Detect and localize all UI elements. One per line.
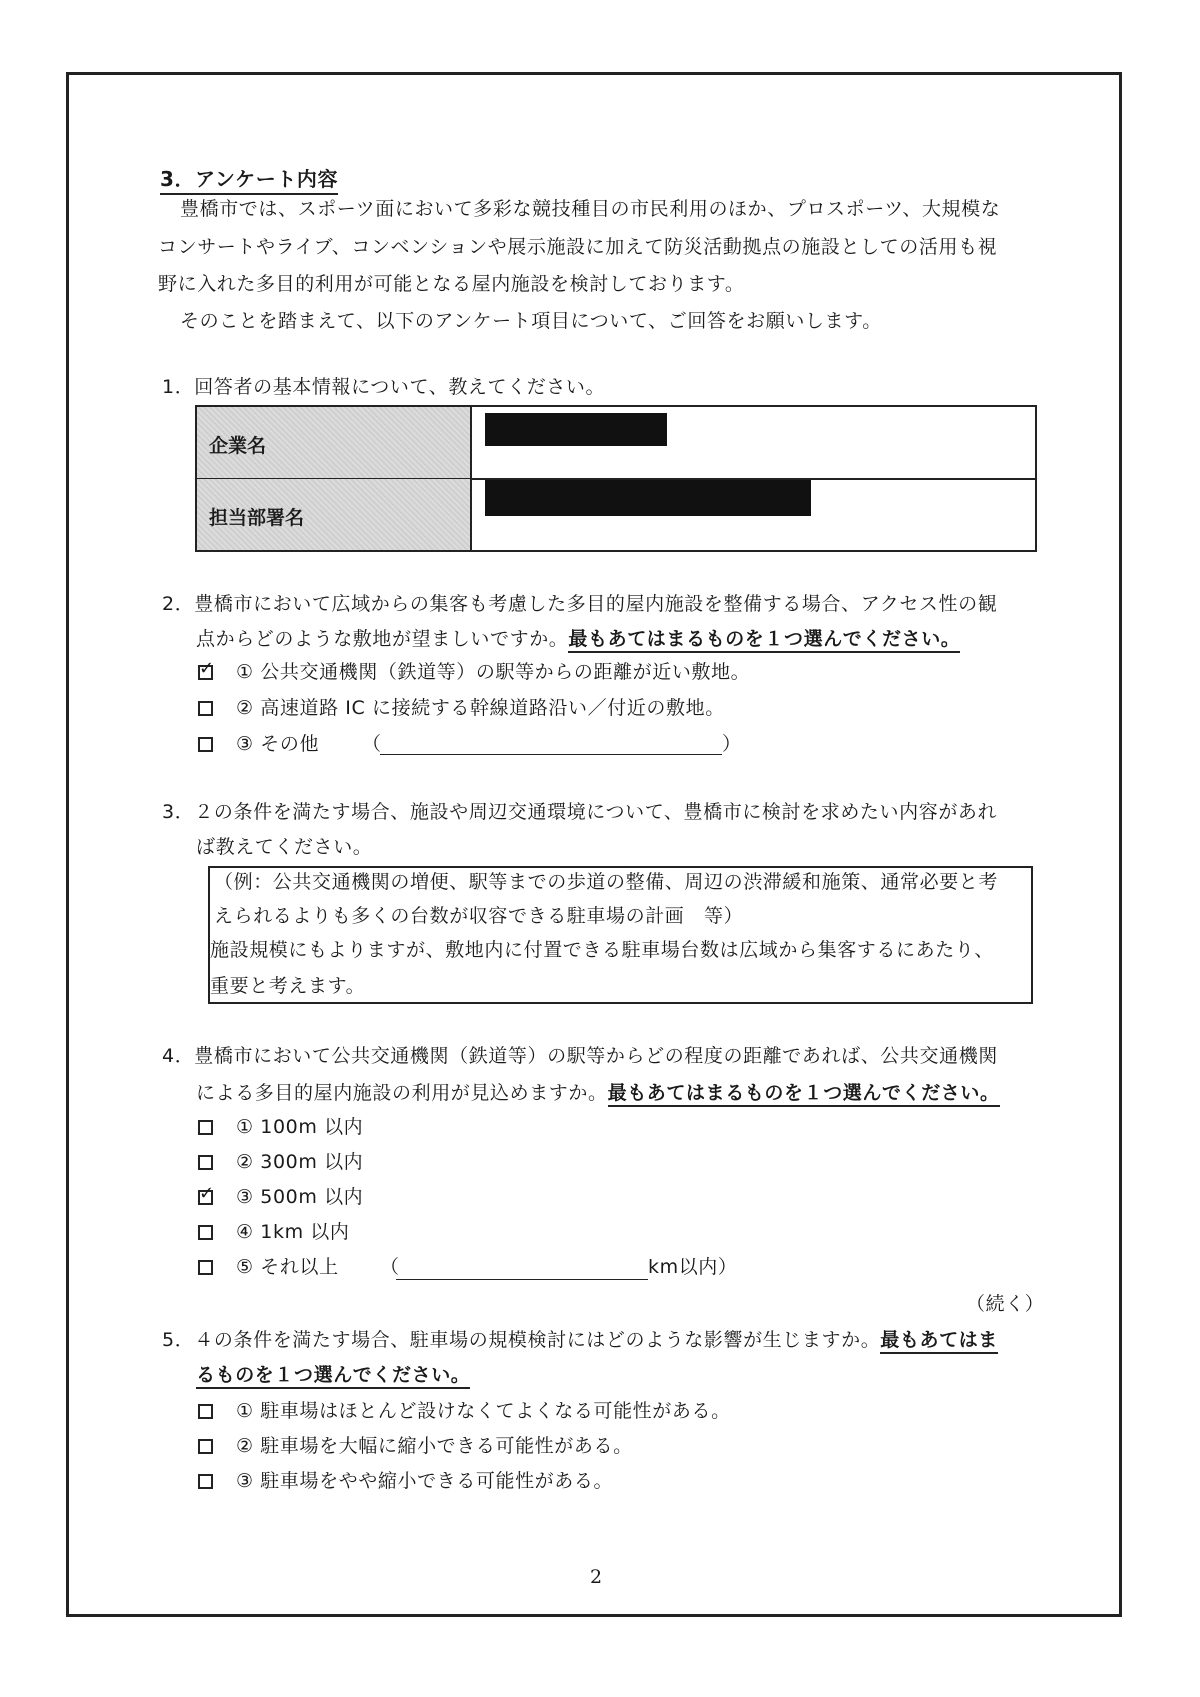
q3-answer-line-1: 施設規模にもよりますが、敷地内に付置できる駐車場台数は広域から集客するにあたり、 [210,939,995,961]
q4-option-5-checkbox[interactable] [198,1260,213,1275]
q5-line-2 [196,1362,470,1388]
intro-line-4: そのことを踏まえて、以下のアンケート項目について、ご回答をお願いします。 [180,310,882,332]
q4-option-4-label: ④ 1km 以内 [236,1221,350,1243]
q4-option-3-checkbox[interactable] [198,1183,215,1205]
intro-line-3: 野に入れた多目的利用が可能となる屋内施設を検討しております。 [158,273,745,295]
q3-answer-line-2: 重要と考えます。 [210,975,366,997]
company-row [197,407,1035,480]
q2-option-3-checkbox[interactable] [198,737,213,752]
q2-option-3-label: ③ その他 [236,733,320,755]
q5-line-1-text: 5．４の条件を満たす場合、駐車場の規模検討にはどのような影響が生じますか。 [162,1329,881,1351]
company-label-cell [197,407,472,478]
q3-example-line-2: えられるよりも多くの台数が収容できる駐車場の計画 等） [214,905,744,927]
respondent-info-table [195,405,1037,552]
q5-option-1-label: ① 駐車場はほとんど設けなくてよくなる可能性がある。 [236,1400,731,1422]
q2-option-2-label: ② 高速道路 IC に接続する幹線道路沿い／付近の敷地。 [236,697,725,719]
q4-distance-input[interactable] [396,1279,648,1280]
q2-other-close-paren: ） [722,733,742,755]
q4-option-2-checkbox[interactable] [198,1155,213,1170]
q4-unit-label: km以内） [648,1256,738,1278]
q2-option-2-checkbox[interactable] [198,701,213,716]
q2-line-1: 2．豊橋市において広域からの集客も考慮した多目的屋内施設を整備する場合、アクセス性の観 [162,593,998,615]
q4-line-2 [196,1080,1000,1106]
q5-option-1-checkbox[interactable] [198,1404,213,1419]
q4-line-2-text: による多目的屋内施設の利用が見込めますか。 [196,1082,608,1104]
q4-option-3-label: ③ 500m 以内 [236,1186,364,1208]
q4-other-open-paren: （ [380,1256,400,1278]
continued-note: （続く） [966,1293,1045,1315]
check-mark-icon: ✓ [199,1183,215,1204]
q2-instruction: 最もあてはまるものを１つ選んでください。 [568,628,960,653]
redacted-company-name [485,413,667,446]
q4-option-1-checkbox[interactable] [198,1120,213,1135]
q4-option-1-label: ① 100m 以内 [236,1116,364,1138]
q2-other-input[interactable] [380,754,722,755]
q5-option-3-label: ③ 駐車場をやや縮小できる可能性がある。 [236,1470,614,1492]
q3-line-1: 3．２の条件を満たす場合、施設や周辺交通環境について、豊橋市に検討を求めたい内容があれ [162,801,998,823]
q1-text: 1．回答者の基本情報について、教えてください。 [162,376,606,398]
q2-line-2-text: 点からどのような敷地が望ましいですか。 [196,628,569,650]
q4-option-5-label: ⑤ それ以上 [236,1256,339,1278]
company-label: 企業名 [209,435,267,457]
q3-line-2: ば教えてください。 [196,836,373,858]
intro-line-1: 豊橋市では、スポーツ面において多彩な競技種目の市民利用のほか、プロスポーツ、大規模な [180,198,1001,220]
redacted-department-name [485,480,811,516]
section-heading: 3．アンケート内容 [160,166,338,195]
department-label-cell [197,479,472,550]
q2-option-1-checkbox[interactable] [198,658,215,680]
q4-option-4-checkbox[interactable] [198,1225,213,1240]
q4-option-2-label: ② 300m 以内 [236,1151,364,1173]
check-mark-icon: ✓ [199,658,215,679]
q5-instruction-part-1: 最もあてはま [880,1329,998,1354]
q5-line-1 [162,1327,998,1353]
q5-option-3-checkbox[interactable] [198,1474,213,1489]
q5-option-2-checkbox[interactable] [198,1439,213,1454]
department-label: 担当部署名 [209,507,305,529]
page-number: 2 [590,1566,603,1588]
q3-example-line-1: （例：公共交通機関の増便、駅等までの歩道の整備、周辺の渋滞緩和施策、通常必要と考 [214,871,999,893]
department-row [197,479,1035,550]
q5-instruction-part-2: るものを１つ選んでください。 [196,1364,470,1389]
q2-line-2 [196,626,960,652]
q4-line-1: 4．豊橋市において公共交通機関（鉄道等）の駅等からどの程度の距離であれば、公共交通機関 [162,1045,998,1067]
q2-option-1-label: ① 公共交通機関（鉄道等）の駅等からの距離が近い敷地。 [236,661,751,683]
q2-other-open-paren: （ [362,733,382,755]
q4-instruction: 最もあてはまるものを１つ選んでください。 [608,1082,1000,1107]
q5-option-2-label: ② 駐車場を大幅に縮小できる可能性がある。 [236,1435,633,1457]
intro-line-2: コンサートやライブ、コンベンションや展示施設に加えて防災活動拠点の施設としての活用も視 [158,236,998,258]
